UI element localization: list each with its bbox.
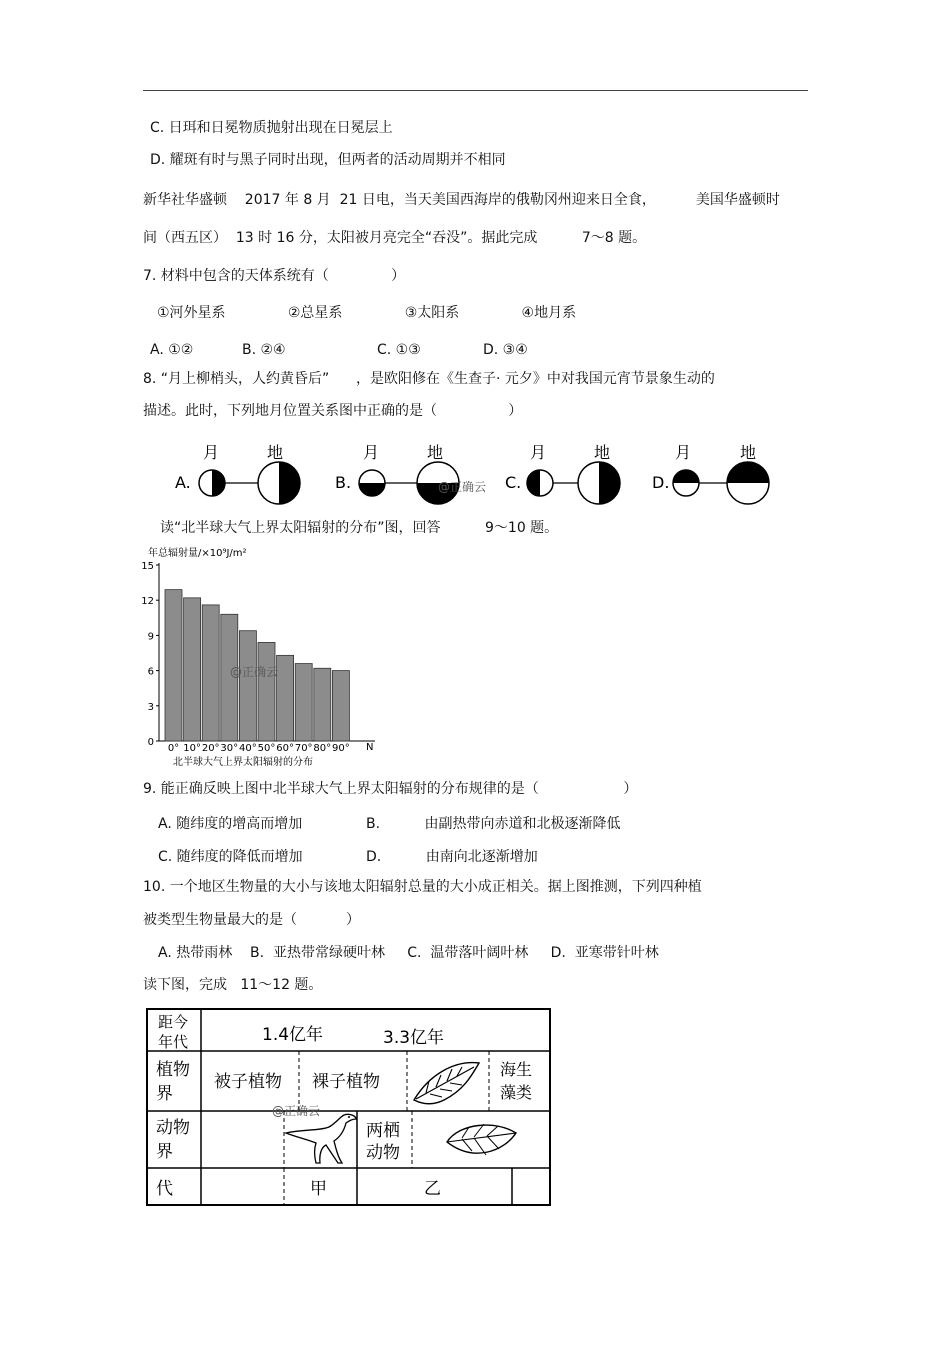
header-rule — [143, 90, 808, 91]
bar-2 — [202, 605, 219, 741]
x-tick-label: 80° — [313, 743, 332, 754]
q10-choices: A. 热带雨林 B. 亚热带常绿硬叶林 C. 温带落叶阔叶林 D. 亚寒带针叶林 — [158, 945, 659, 961]
y-tick-label: 0 — [147, 737, 154, 748]
watermark: @正确云 — [438, 480, 487, 494]
q9-option-c: C. 随纬度的降低而增加 — [158, 849, 303, 865]
bar-8 — [314, 668, 331, 741]
x-tick-label: 30° — [220, 743, 239, 754]
earth-label: 地 — [740, 443, 757, 462]
header-animal-2: 界 — [156, 1142, 173, 1162]
earth-shadow — [279, 462, 300, 504]
q9-stem: 9. 能正确反映上图中北半球大气上界太阳辐射的分布规律的是（ ） — [143, 781, 638, 797]
q9-option-b: B. 由副热带向赤道和北极逐渐降低 — [366, 816, 621, 832]
moon-label: 月 — [530, 443, 547, 462]
option-letter: B. — [335, 473, 352, 492]
bar-4 — [239, 631, 256, 741]
y-tick-label: 6 — [147, 666, 154, 678]
y-tick-label: 3 — [147, 701, 154, 713]
earth-shadow — [727, 462, 769, 483]
q7-stem: 7. 材料中包含的天体系统有（ ） — [143, 268, 406, 284]
header-time-2: 年代 — [158, 1033, 189, 1051]
bar-1 — [184, 598, 201, 741]
earth-label: 地 — [267, 443, 284, 462]
gymnosperm-label: 裸子植物 — [312, 1072, 380, 1092]
read-table-instruction: 读下图，完成 11～12 题。 — [143, 977, 323, 993]
x-tick-label: 10° — [183, 743, 201, 754]
moon-label: 月 — [203, 443, 220, 462]
era-yi: 乙 — [424, 1179, 441, 1199]
moon-option-b[interactable] — [335, 443, 459, 504]
read-chart-instruction: 读“北半球大气上界太阳辐射的分布”图，回答 9～10 题。 — [160, 520, 559, 536]
q7-option-d: D. ③④ — [483, 342, 528, 358]
time-label-2: 3.3亿年 — [383, 1028, 445, 1048]
x-unit-label: N — [366, 742, 374, 753]
amphibian-label-1: 两栖 — [366, 1121, 400, 1141]
earth-shadow — [599, 462, 620, 504]
q10-stem-1: 10. 一个地区生物量的大小与该地太阳辐射总量的大小成正相关。据上图推测，下列四种植 — [143, 879, 702, 895]
x-tick-label: 90° — [332, 743, 350, 754]
angiosperm-label: 被子植物 — [214, 1072, 282, 1092]
x-tick-label: 70° — [294, 743, 313, 754]
q10-stem-2: 被类型生物量最大的是（ ） — [143, 912, 360, 928]
time-label-1: 1.4亿年 — [262, 1025, 324, 1045]
seaweed-label-2: 藻类 — [500, 1083, 533, 1102]
header-time-1: 距今 — [158, 1013, 189, 1031]
earth-label: 地 — [594, 443, 611, 462]
q6-option-c: C. 日珥和日冕物质抛射出现在日冕层上 — [150, 120, 393, 136]
table-watermark: @正确云 — [272, 1104, 321, 1118]
moon-option-d[interactable] — [652, 443, 769, 504]
header-plant-1: 植物 — [156, 1060, 190, 1080]
moon-earth-diagrams — [170, 438, 780, 508]
header-animal-1: 动物 — [156, 1118, 190, 1138]
q7-option-a: A. ①② — [150, 342, 194, 358]
header-plant-2: 界 — [156, 1084, 173, 1104]
header-era: 代 — [156, 1179, 173, 1199]
x-tick-label: 20° — [201, 743, 220, 754]
intro-line-2: 间（西五区） 13 时 16 分，太阳被月亮完全“吞没”。据此完成 7～8 题。 — [143, 230, 647, 246]
bar-0 — [165, 590, 182, 741]
era-jia: 甲 — [310, 1179, 327, 1199]
y-tick-label: 15 — [141, 561, 154, 572]
x-tick-label: 60° — [276, 743, 294, 754]
q7-option-c: C. ①③ — [377, 342, 421, 358]
chart-ylabel: 年总辐射量/×10⁹J/m² — [148, 548, 247, 559]
option-letter: A. — [175, 473, 191, 492]
moon-shadow — [212, 470, 225, 496]
q7-option-b: B. ②④ — [242, 342, 286, 358]
amphibian-label-2: 动物 — [366, 1143, 400, 1163]
geologic-time-table — [144, 1005, 554, 1210]
bar-7 — [295, 664, 312, 741]
chart-xlabel: 北半球大气上界太阳辐射的分布 — [173, 757, 313, 768]
radiation-bar-chart — [140, 545, 385, 770]
moon-shadow — [673, 470, 699, 483]
q8-stem-2: 描述。此时，下列地月位置关系图中正确的是（ ） — [143, 403, 523, 419]
q9-option-a: A. 随纬度的增高而增加 — [158, 816, 303, 832]
moon-shadow — [359, 483, 385, 496]
y-tick-label: 9 — [147, 631, 154, 643]
bar-5 — [258, 642, 275, 741]
q7-choices: ①河外星系 ②总星系 ③太阳系 ④地月系 — [157, 305, 577, 321]
moon-option-c[interactable] — [505, 443, 620, 504]
q6-option-d: D. 耀斑有时与黑子同时出现，但两者的活动周期并不相同 — [150, 152, 506, 168]
option-letter: D. — [652, 473, 670, 492]
moon-option-a[interactable] — [175, 443, 300, 504]
q9-option-d: D. 由南向北逐渐增加 — [366, 849, 538, 865]
q8-stem-1: 8. “月上柳梢头，人约黄昏后” ，是欧阳修在《生查子· 元夕》中对我国元宵节景象生动的 — [143, 371, 715, 387]
moon-label: 月 — [675, 443, 692, 462]
x-tick-label: 40° — [239, 743, 257, 754]
earth-label: 地 — [427, 443, 444, 462]
chart-watermark: @正确云 — [230, 665, 279, 679]
option-letter: C. — [505, 473, 522, 492]
bar-9 — [332, 671, 349, 741]
y-tick-label: 12 — [141, 596, 154, 608]
moon-label: 月 — [363, 443, 380, 462]
bar-6 — [277, 655, 294, 741]
intro-line-1: 新华社华盛顿 2017 年 8 月 21 日电，当天美国西海岸的俄勒冈州迎来日全食， 美国华盛顿时 — [143, 192, 780, 208]
seaweed-label-1: 海生 — [500, 1060, 533, 1079]
table-border — [147, 1009, 550, 1205]
x-tick-label: 0° — [167, 743, 180, 754]
x-tick-label: 50° — [257, 743, 276, 754]
moon-shadow — [527, 470, 540, 496]
